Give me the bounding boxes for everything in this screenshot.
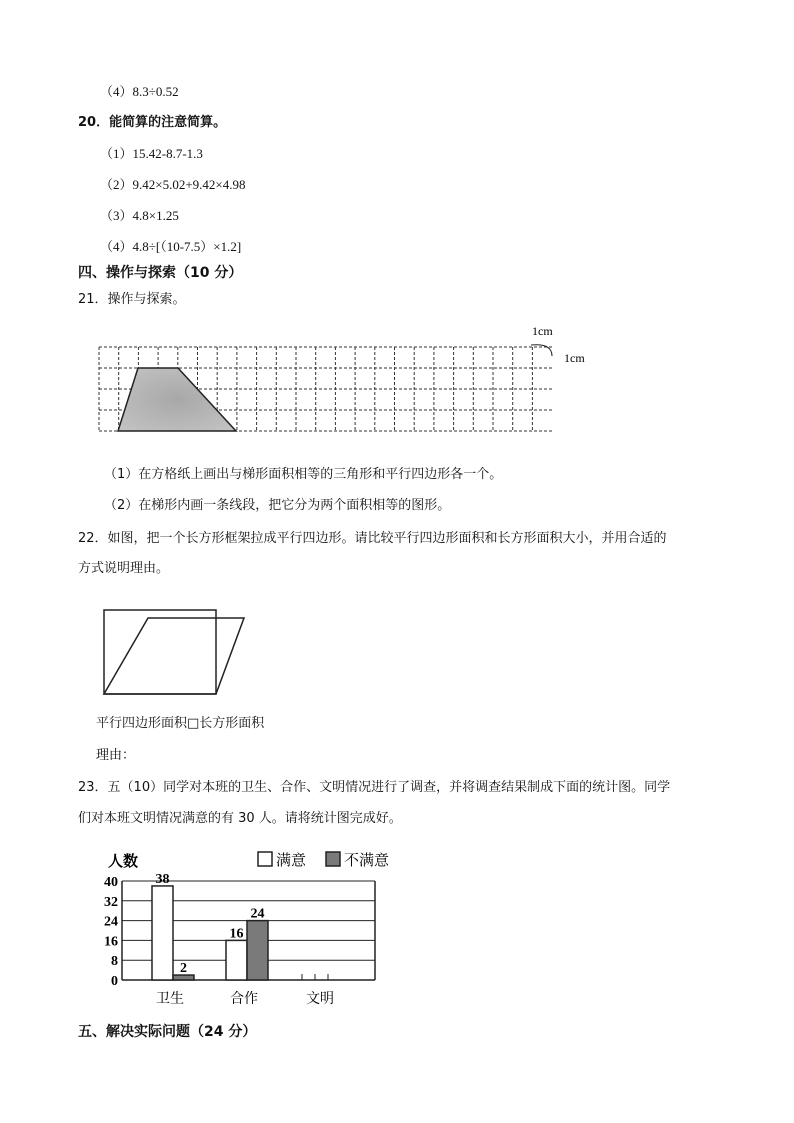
q22-compare: 平行四边形面积□长方形面积 — [96, 716, 265, 731]
x-category-label: 合作 — [230, 992, 258, 1007]
unit-label-vertical: 1cm — [564, 351, 585, 365]
q20-title — [78, 115, 226, 131]
trapezoid — [118, 368, 236, 431]
q20-item3: （3）4.8×1.25 — [100, 208, 179, 223]
y-tick-label: 8 — [111, 954, 118, 970]
bar-data-label: 24 — [250, 906, 265, 922]
legend-label-unsatisfied: 不满意 — [344, 853, 390, 869]
parallelogram-shape — [104, 618, 244, 694]
section4-title: 四、操作与探索（10 分） — [78, 265, 243, 281]
y-tick-label: 0 — [111, 974, 118, 989]
y-tick-label: 24 — [104, 914, 118, 930]
q19-item4: （4）8.3÷0.52 — [100, 84, 179, 99]
bar-满意-合作 — [226, 940, 247, 980]
rectangle-shape — [104, 610, 216, 694]
q23-title-line2: 们对本班文明情况满意的有 30 人。请将统计图完成好。 — [78, 811, 402, 826]
section5-title: 五、解决实际问题（24 分） — [78, 1024, 257, 1040]
q20-item1: （1）15.42-8.7-1.3 — [100, 146, 203, 161]
q21-title: 21．操作与探索。 — [78, 292, 186, 307]
q23-title-line1: 23．五（10）同学对本班的卫生、合作、文明情况进行了调查，并将调查结果制成下面的统计图。同学 — [78, 780, 671, 795]
q22-title-line2: 方式说明理由。 — [78, 561, 170, 576]
y-tick-label: 40 — [104, 875, 118, 890]
bar-chart — [0, 846, 794, 1016]
bar-data-label: 2 — [180, 961, 187, 977]
q22-reason: 理由： — [96, 748, 136, 763]
x-category-label: 卫生 — [156, 992, 184, 1007]
legend-swatch-unsatisfied — [326, 852, 340, 866]
x-category-label: 文明 — [306, 992, 334, 1007]
bar-data-label: 38 — [155, 871, 170, 887]
y-tick-label: 32 — [104, 894, 118, 910]
q20-item4: （4）4.8÷[（10-7.5）×1.2] — [100, 239, 242, 254]
q21-task1: （1）在方格纸上画出与梯形面积相等的三角形和平行四边形各一个。 — [104, 467, 503, 482]
unit-brace-icon — [531, 345, 552, 356]
legend-label-satisfied: 满意 — [276, 853, 307, 869]
bar-data-label: 16 — [229, 926, 244, 942]
legend-swatch-satisfied — [258, 852, 272, 866]
y-axis-label: 人数 — [108, 854, 139, 870]
bar-满意-卫生 — [152, 886, 173, 980]
unit-label-horizontal: 1cm — [532, 324, 553, 338]
q22-title-line1: 22．如图，把一个长方形框架拉成平行四边形。请比较平行四边形面积和长方形面积大小，并用合适的 — [78, 531, 667, 546]
y-tick-label: 16 — [104, 934, 118, 950]
bar-不满意-合作 — [247, 921, 268, 980]
q21-task2: （2）在梯形内画一条线段，把它分为两个面积相等的图形。 — [104, 498, 451, 513]
q20-title-text: 20．能简算的注意简算。 — [78, 115, 227, 130]
q20-item2: （2）9.42×5.02+9.42×4.98 — [100, 177, 246, 192]
parallelogram-figure — [0, 606, 794, 698]
grid-figure — [0, 322, 794, 432]
